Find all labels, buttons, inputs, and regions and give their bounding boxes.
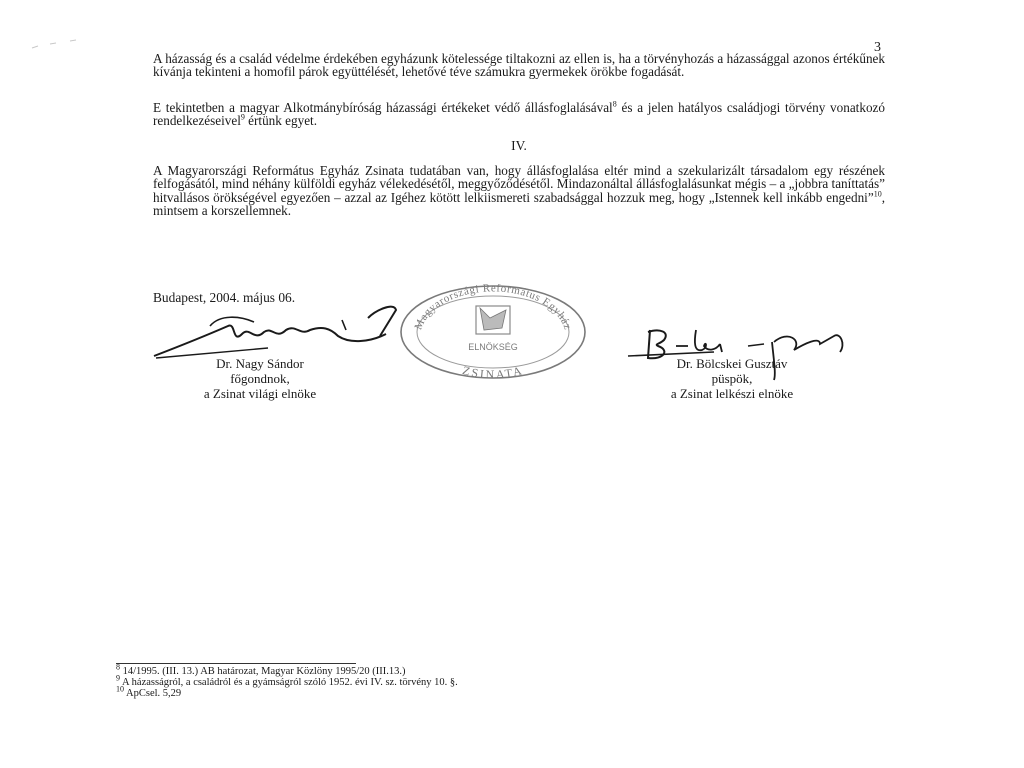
scan-speck (30, 38, 90, 57)
signatory-right (612, 356, 852, 401)
seal-outer-text: Magyarországi Református Egyház (412, 284, 574, 332)
signatory-right-name: Dr. Bölcskei Gusztáv (676, 356, 788, 371)
footnote-10 (116, 684, 458, 699)
footnote-text: 14/1995. (III. 13.) AB határozat, Magyar Közlöny 1995/20 (III.13.) (122, 666, 406, 677)
footnote-number: 9 (116, 673, 120, 683)
page-number: 3 (874, 40, 881, 55)
paragraph-2-text-b: és a jelen hatályos családjogi törvény vonatkozó rendelkezéseivel (153, 100, 885, 129)
footnote-number: 10 (116, 684, 124, 694)
paragraph-3-text-a: A Magyarországi Református Egyház Zsinata tudatában van, hogy állásfoglalása eltér mind a szekularizált társadalom egy részének felfogásától, mind néhány külföldi egyház vélekedésétől, meggyőződésétől. Mindazonáltal állásfoglalásunkat mégis – a „jobbra taníttatás” hitvallásos örökségével egyezően – azzal az Igéhez kötött lelkiismereti szabadsággal hozzuk meg, hogy „Istennek kell inkább engedni” (153, 163, 885, 205)
signatory-right-title: a Zsinat lelkészi elnöke (670, 386, 794, 401)
section-heading: IV. (511, 138, 527, 153)
church-seal (398, 284, 588, 385)
signatory-left-title: a Zsinat világi elnöke (203, 386, 317, 401)
signatory-right-role: püspök, (711, 371, 753, 386)
footnote-text: ApCsel. 5,29 (126, 688, 182, 699)
footnote-ref-9: 9 (240, 113, 245, 123)
paragraph-2-text-a: E tekintetben a magyar Alkotmánybíróság házassági értékeket védő állásfoglalásával (153, 100, 613, 115)
footnote-9 (116, 673, 458, 688)
paragraph-3-text-b: , mintsem a korszellemnek. (153, 189, 885, 219)
footnote-ref-10: 10 (873, 189, 882, 199)
place-and-date: Budapest, 2004. május 06. (153, 290, 296, 305)
signatory-left-role: főgondnok, (230, 371, 290, 386)
footnote-8 (116, 662, 458, 677)
seal-inner-text: ELNÖKSÉG (468, 342, 518, 352)
signatory-left (150, 356, 370, 401)
seal-bottom-text: ZSINATA (460, 362, 526, 380)
paragraph-3 (153, 164, 885, 218)
footnote-divider (116, 663, 356, 664)
paragraph-2 (153, 101, 885, 128)
paragraph-2-text-c: értünk egyet. (244, 113, 318, 129)
footnote-text: A házasságról, a családról és a gyámságról szóló 1952. évi IV. sz. törvény 10. §. (122, 677, 458, 688)
paragraph-1: A házasság és a család védelme érdekében egyházunk kötelessége tiltakozni az ellen is, ha a törvényhozás a házassággal azonos értékűnek kívánja tekinteni a homofil párok együttélését, lehetővé téve számukra gyermekek örökbe fogadását. (153, 51, 885, 80)
footnotes (116, 662, 458, 699)
signature-left (150, 296, 400, 365)
signatory-left-name: Dr. Nagy Sándor (216, 356, 304, 371)
footnote-number: 8 (116, 662, 120, 672)
footnote-ref-8: 8 (612, 99, 617, 109)
